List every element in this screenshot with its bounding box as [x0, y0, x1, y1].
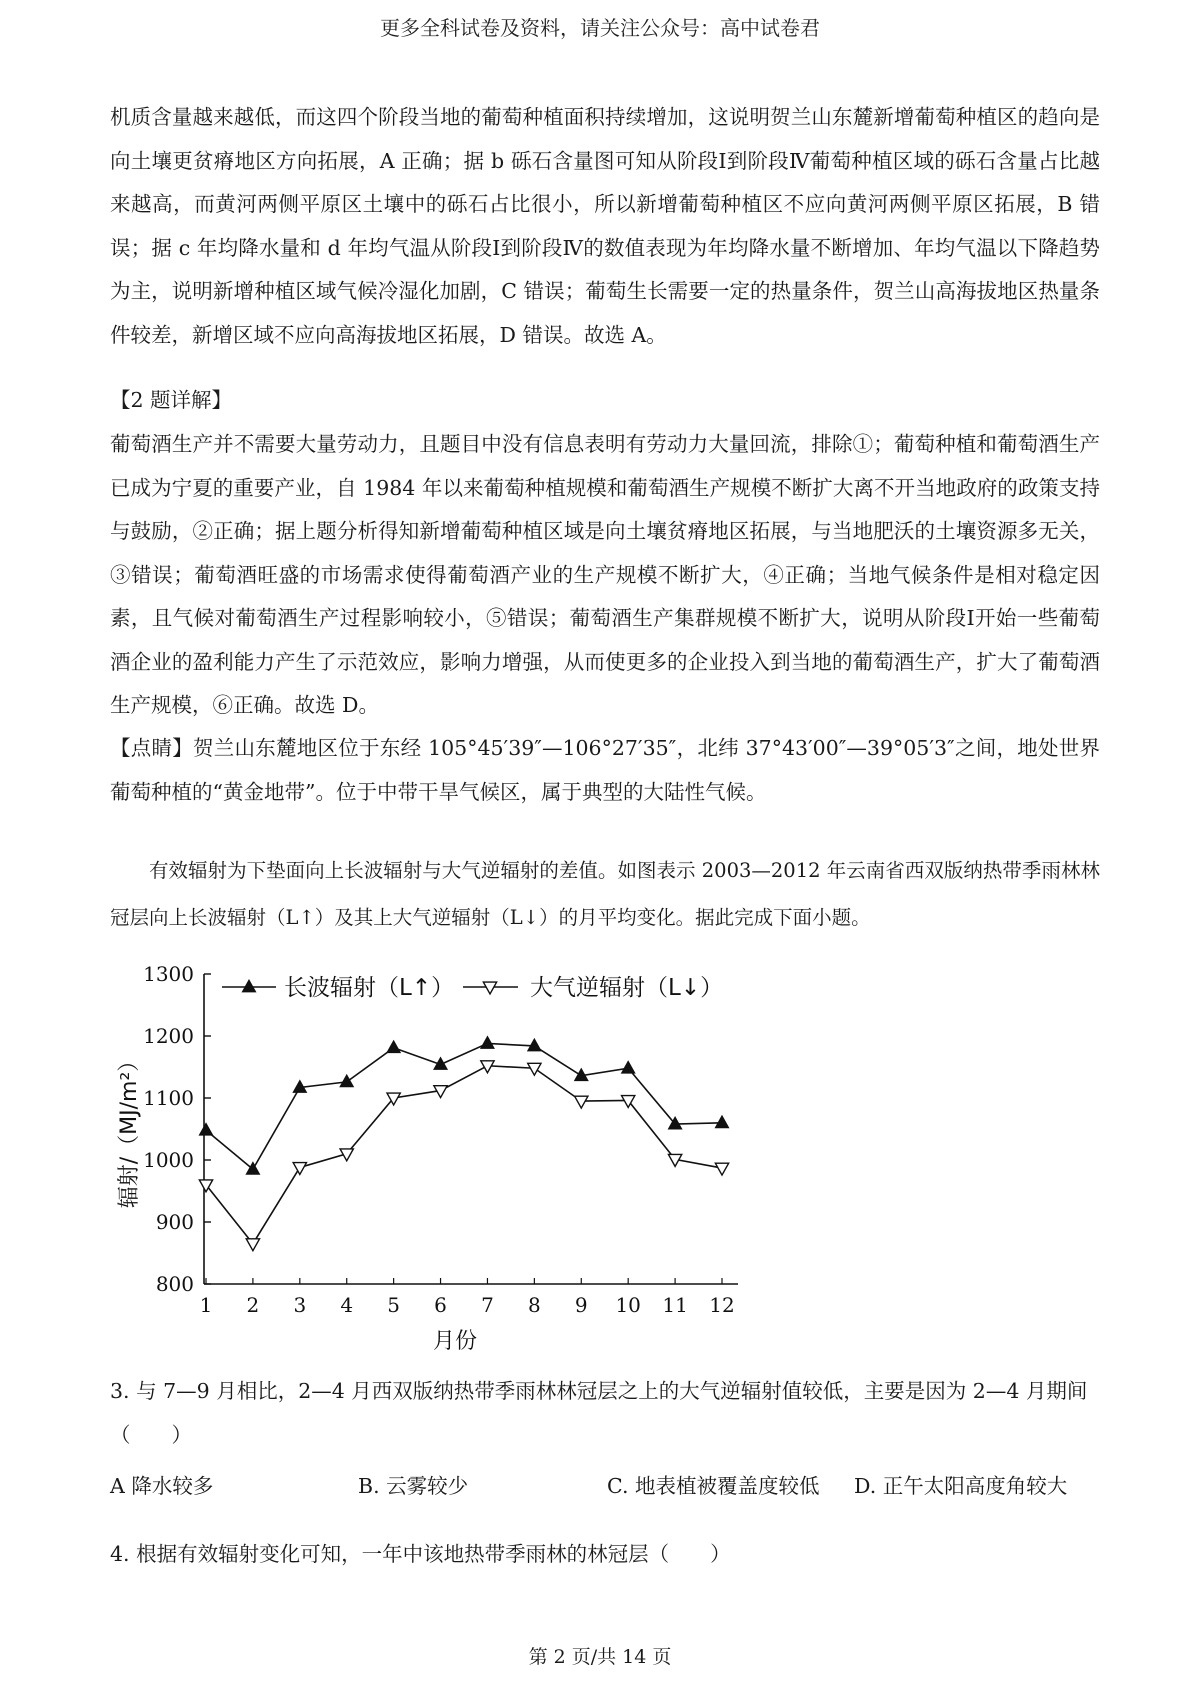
answer-paragraph-1: 机质含量越来越低，而这四个阶段当地的葡萄种植面积持续增加，这说明贺兰山东麓新增葡萄种植区的趋向是向土壤更贫瘠地区方向拓展，A 正确；据 b 砾石含量图可知从阶段Ⅰ到阶段Ⅳ葡萄种植区域的砾石含量占比越来越高，而黄河两侧平原区土壤中的砾石占比很小，所以新增葡萄种植区不应向黄河两侧平原区拓展，B 错误；据 c 年均降水量和 d 年均气温从阶段Ⅰ到阶段Ⅳ的数值表现为年均降水量不断增加、年均气温以下降趋势为主，说明新增种植区域气候冷湿化加剧，C 错误；葡萄生长需要一定的热量条件，贺兰山高海拔地区热量条件较差，新增区域不应向高海拔地区拓展，D 错误。故选 A。: [110, 105, 1100, 347]
legend-marker-longwave: [242, 980, 255, 992]
point-longwave: [715, 1116, 728, 1128]
point-counter: [715, 1163, 728, 1175]
point-counter: [528, 1063, 541, 1075]
answer-paragraph-2: 葡萄酒生产并不需要大量劳动力，且题目中没有信息表明有劳动力大量回流，排除①；葡萄种植和葡萄酒生产已成为宁夏的重要产业，自 1984 年以来葡萄种植规模和葡萄酒生产规模不断扩大离不开当地政府的政策支持与鼓励，②正确；据上题分析得知新增葡萄种植区域是向土壤贫瘠地区拓展，与当地肥沃的土壤资源多无关，③错误；葡萄酒旺盛的市场需求使得葡萄酒产业的生产规模不断扩大，④正确；当地气候条件是相对稳定因素，且气候对葡萄酒生产过程影响较小，⑤错误；葡萄酒生产集群规模不断扩大，说明从阶段Ⅰ开始一些葡萄酒企业的盈利能力产生了示范效应，影响力增强，从而使更多的企业投入到当地的葡萄酒生产，扩大了葡萄酒生产规模，⑥正确。故选 D。: [110, 432, 1100, 717]
tip-paragraph: 【点睛】贺兰山东麓地区位于东经 105°45′39″—106°27′35″，北纬 37°43′00″—39°05′3″之间，地处世界葡萄种植的“黄金地带”。位于中带干旱气候区，属于典型的大陆性气候。: [110, 736, 1100, 804]
page-header: 更多全科试卷及资料，请关注公众号：高中试卷君: [380, 16, 820, 40]
point-longwave: [340, 1075, 353, 1087]
radiation-line-chart: [100, 954, 760, 1359]
point-longwave: [528, 1039, 541, 1051]
x-tick-label: 9: [574, 1293, 588, 1317]
y-axis-label: 辐射/（MJ/m²）: [117, 1049, 142, 1209]
x-tick-label: 1: [199, 1293, 213, 1317]
question-3-stem: 3. 与 7—9 月相比，2—4 月西双版纳热带季雨林林冠层之上的大气逆辐射值较低，主要是因为 2—4 月期间: [110, 1379, 1088, 1403]
option-d[interactable]: D. 正午太阳高度角较大: [854, 1474, 1068, 1498]
series-line-counter: [206, 1066, 722, 1244]
x-tick-label: 6: [434, 1293, 447, 1317]
x-tick-label: 10: [615, 1293, 641, 1317]
y-tick-label: 1200: [143, 1024, 194, 1048]
x-tick-label: 11: [662, 1293, 688, 1317]
section-heading-2: 【2 题详解】: [110, 388, 233, 412]
y-tick-label: 1300: [143, 962, 194, 986]
option-b[interactable]: B. 云雾较少: [358, 1474, 469, 1498]
point-longwave: [387, 1041, 400, 1053]
y-tick-label: 900: [155, 1210, 194, 1234]
legend-marker-counter: [483, 982, 496, 994]
legend-label-counter: 大气逆辐射（L↓）: [530, 975, 724, 1001]
point-counter: [575, 1096, 588, 1108]
point-longwave: [199, 1123, 212, 1135]
legend-label-longwave: 长波辐射（L↑）: [284, 975, 455, 1001]
x-tick-label: 7: [481, 1293, 494, 1317]
y-tick-label: 1100: [143, 1086, 194, 1110]
y-tick-label: 1000: [143, 1148, 194, 1172]
point-longwave: [246, 1162, 259, 1174]
point-counter: [481, 1061, 494, 1073]
question-4-stem: 4. 根据有效辐射变化可知，一年中该地热带季雨林的林冠层（ ）: [110, 1542, 731, 1566]
point-counter: [246, 1239, 259, 1251]
option-c[interactable]: C. 地表植被覆盖度较低: [607, 1474, 820, 1498]
x-tick-label: 3: [293, 1293, 307, 1317]
radiation-chart: [100, 954, 760, 1359]
x-tick-label: 4: [340, 1293, 354, 1317]
x-tick-label: 8: [527, 1293, 541, 1317]
point-longwave: [481, 1036, 494, 1048]
x-tick-label: 2: [246, 1293, 260, 1317]
page-footer: 第 2 页/共 14 页: [528, 1646, 672, 1668]
y-tick-label: 800: [155, 1272, 194, 1296]
question-intro: 有效辐射为下垫面向上长波辐射与大气逆辐射的差值。如图表示 2003—2012 年云南省西双版纳热带季雨林林冠层向上长波辐射（L↑）及其上大气逆辐射（L↓）的月平均变化。据此完成下面小题。: [110, 859, 1100, 929]
question-3-options: [110, 1464, 1100, 1508]
x-axis-label: 月份: [432, 1329, 478, 1354]
point-counter: [293, 1163, 306, 1175]
point-longwave: [622, 1061, 635, 1073]
option-a[interactable]: A 降水较多: [110, 1474, 214, 1498]
series-line-longwave: [206, 1043, 722, 1169]
question-3-blank: （ ）: [110, 1423, 192, 1447]
x-tick-label: 5: [387, 1293, 401, 1317]
x-tick-label: 12: [709, 1293, 735, 1317]
